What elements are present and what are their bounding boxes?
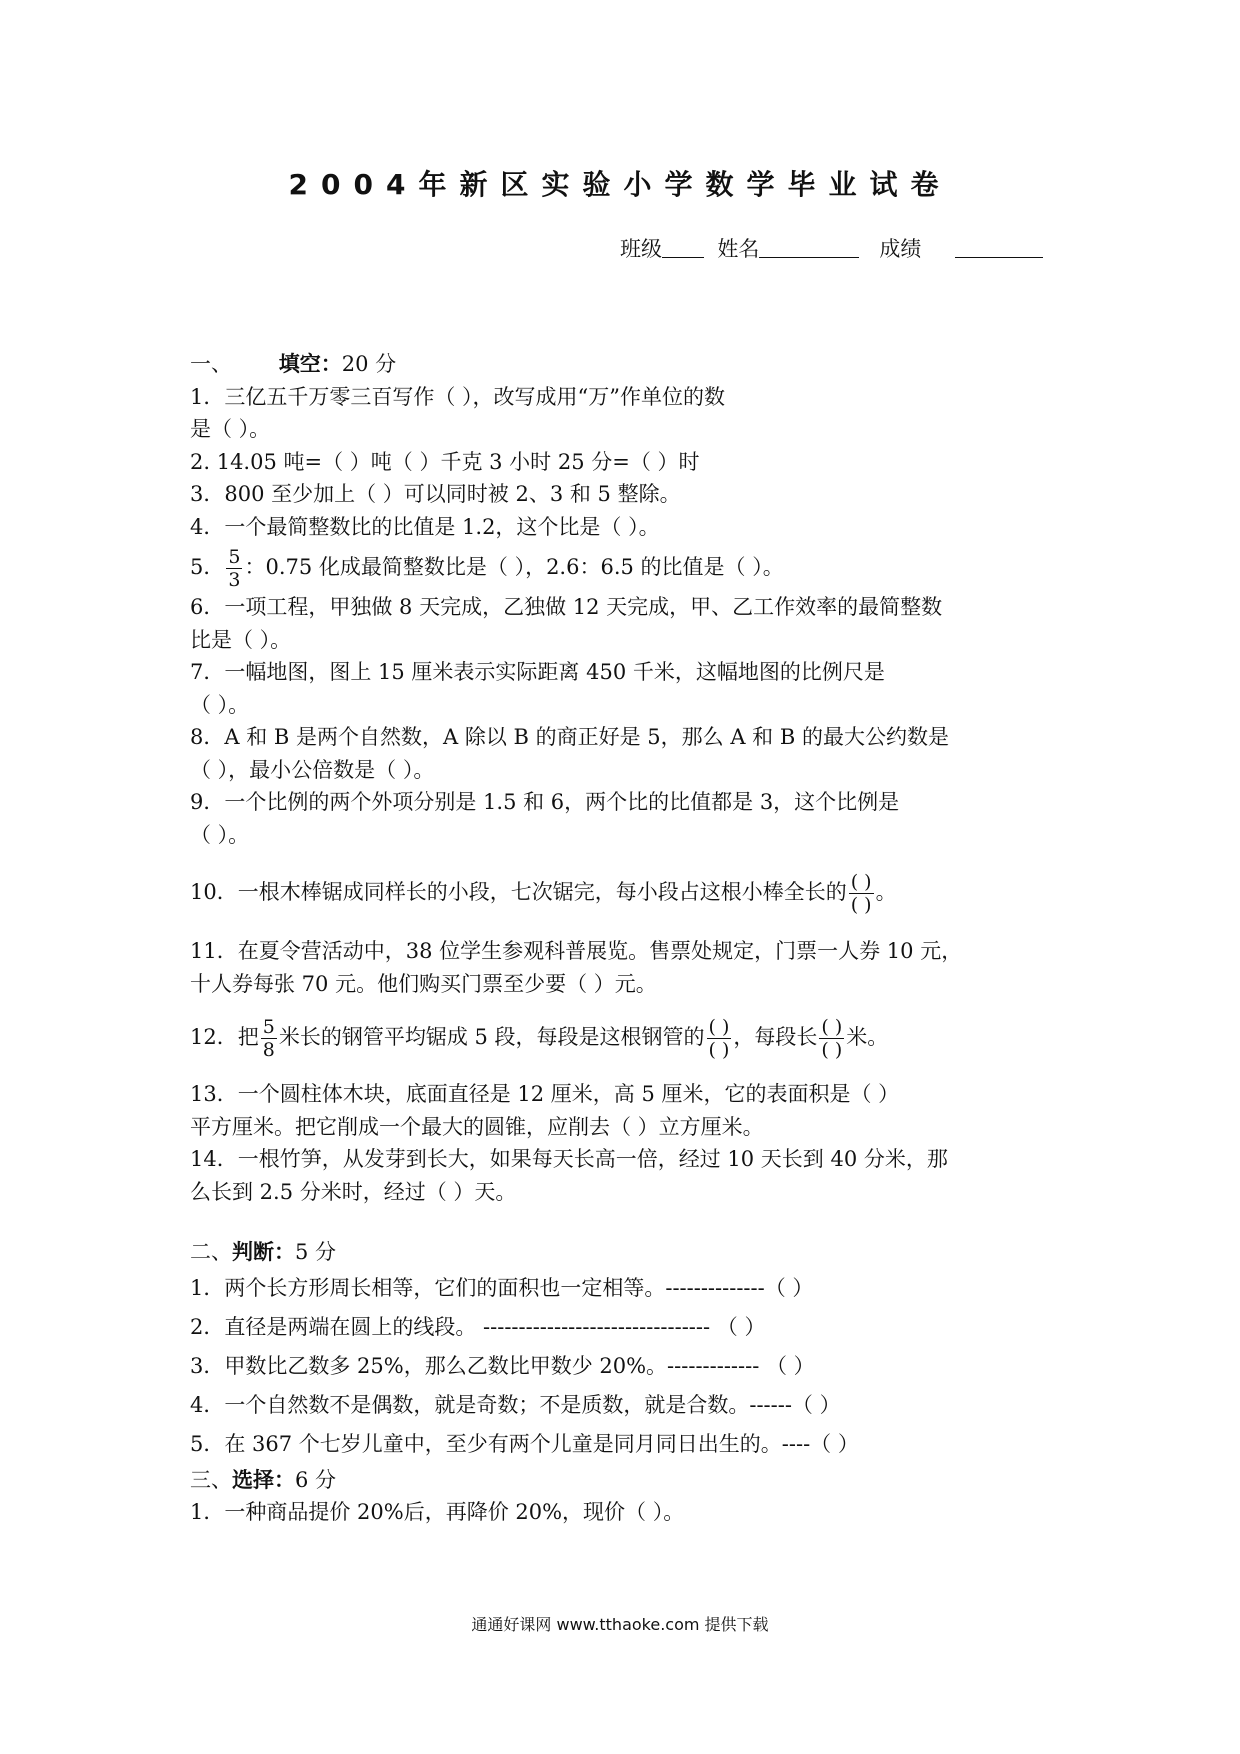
question-11-line-1: 11．在夏令营活动中，38 位学生参观科普展览。售票处规定，门票一人券 10 元， xyxy=(190,939,963,963)
question-5-text: ：0.75 化成最简整数比是（ ），2.6：6.5 的比值是（ ）。 xyxy=(244,555,784,579)
fraction-denominator: ( ) xyxy=(850,894,872,916)
question-10-text: 10．一根木棒锯成同样长的小段，七次锯完，每小段占这根小棒全长的 xyxy=(190,880,847,904)
section1-points: 20 分 xyxy=(341,352,397,376)
judgment-2: 2．直径是两端在圆上的线段。 -------------------------------- （ ） xyxy=(190,1314,766,1339)
fraction-numerator: ( ) xyxy=(850,871,872,893)
question-10-end: 。 xyxy=(875,880,897,904)
question-12 xyxy=(190,1004,1060,1070)
exam-title: 2004年新区实验小学数学毕业试卷 xyxy=(288,168,952,201)
class-label: 班级 xyxy=(620,237,662,261)
section3-label: 选择： xyxy=(232,1467,295,1492)
question-2: 2. 14.05 吨=（ ）吨（ ）千克 3 小时 25 分=（ ）时 xyxy=(190,449,700,474)
student-info-fields xyxy=(620,233,1060,263)
question-12-text-2: ，每段长 xyxy=(733,1025,818,1049)
fraction-numerator: 5 xyxy=(262,1016,275,1038)
question-8-line-2: （ ），最小公倍数是（ ）。 xyxy=(190,757,435,782)
question-6-line-1: 6．一项工程，甲独做 8 天完成，乙独做 12 天完成，甲、乙工作效率的最简整数 xyxy=(190,595,943,619)
question-14-line-1: 14．一根竹笋，从发芽到长大，如果每天长高一倍，经过 10 天长到 40 分米，那 xyxy=(190,1147,948,1171)
footer-credit: 通通好课网 www.tthaoke.com 提供下载 xyxy=(471,1615,769,1634)
section1-number: 一、 xyxy=(190,352,232,376)
question-11-line-2: 十人券每张 70 元。他们购买门票至少要（ ）元。 xyxy=(190,971,657,996)
question-7-line-1: 7．一幅地图，图上 15 厘米表示实际距离 450 千米，这幅地图的比例尺是 xyxy=(190,660,885,684)
question-1-line-2: 是（ ）。 xyxy=(190,417,271,441)
score-label: 成绩 xyxy=(879,237,922,261)
section3-number: 三、 xyxy=(190,1467,232,1492)
question-5-fraction xyxy=(226,546,242,591)
judgment-1: 1．两个长方形周长相等，它们的面积也一定相等。--------------（ ） xyxy=(190,1275,814,1300)
question-4: 4．一个最简整数比的比值是 1.2，这个比是（ ）。 xyxy=(190,514,660,539)
question-9-line-2: （ ）。 xyxy=(190,822,250,847)
judgment-4: 4．一个自然数不是偶数，就是奇数；不是质数，就是合数。------（ ） xyxy=(190,1392,841,1417)
fraction-denominator: 8 xyxy=(262,1039,275,1061)
question-8-line-1: 8．A 和 B 是两个自然数，A 除以 B 的商正好是 5，那么 A 和 B 的最大公约数是 xyxy=(190,725,949,749)
judgment-5: 5．在 367 个七岁儿童中，至少有两个儿童是同月同日出生的。----（ ） xyxy=(190,1431,859,1456)
question-12-fraction-a xyxy=(261,1016,277,1061)
section1-label: 填空： xyxy=(278,352,342,376)
question-5 xyxy=(190,543,1060,591)
question-12-text: 米长的钢管平均锯成 5 段，每段是这根钢管的 xyxy=(278,1025,705,1049)
question-13-line-2: 平方厘米。把它削成一个最大的圆锥，应削去（ ）立方厘米。 xyxy=(190,1114,764,1139)
fraction-numerator: ( ) xyxy=(821,1016,843,1038)
question-10-fraction xyxy=(849,871,874,916)
judgment-3: 3．甲数比乙数多 25%，那么乙数比甲数少 20%。------------- （ ） xyxy=(190,1353,815,1378)
question-14-line-2: 么长到 2.5 分米时，经过（ ）天。 xyxy=(190,1179,517,1204)
question-12-prefix: 12．把 xyxy=(190,1025,259,1049)
question-12-fraction-c xyxy=(819,1016,844,1061)
section3-points: 6 分 xyxy=(295,1467,337,1492)
question-12-end: 米。 xyxy=(846,1025,889,1049)
question-6-line-2: 比是（ ）。 xyxy=(190,627,292,652)
name-label: 姓名 xyxy=(717,237,760,261)
fraction-denominator: ( ) xyxy=(821,1039,843,1061)
exam-content xyxy=(190,348,1060,1529)
question-7-line-2: （ ）。 xyxy=(190,692,250,717)
fraction-denominator: ( ) xyxy=(708,1039,730,1061)
question-1-line-1: 1．三亿五千万零三百写作（ ），改写成用“万”作单位的数 xyxy=(190,384,726,409)
choice-1: 1．一种商品提价 20%后，再降价 20%，现价（ ）。 xyxy=(190,1500,685,1524)
question-9-line-1: 9．一个比例的两个外项分别是 1.5 和 6，两个比的比值都是 3，这个比例是 xyxy=(190,790,900,814)
question-10 xyxy=(190,859,1060,925)
question-12-fraction-b xyxy=(707,1016,732,1061)
section3-heading xyxy=(190,1464,1060,1497)
fraction-denominator: 3 xyxy=(228,569,241,591)
question-3: 3．800 至少加上（ ）可以同时被 2、3 和 5 整除。 xyxy=(190,482,681,506)
section2-heading xyxy=(190,1236,1060,1269)
score-blank[interactable] xyxy=(955,237,1043,258)
fraction-numerator: ( ) xyxy=(708,1016,730,1038)
section1-heading xyxy=(190,348,1060,381)
fraction-numerator: 5 xyxy=(228,546,241,568)
name-blank[interactable] xyxy=(759,237,859,258)
class-blank[interactable] xyxy=(662,237,704,258)
question-5-prefix: 5． xyxy=(190,555,225,579)
section2-number: 二、 xyxy=(190,1240,232,1264)
question-13-line-1: 13．一个圆柱体木块，底面直径是 12 厘米，高 5 厘米，它的表面积是（ ） xyxy=(190,1082,900,1106)
section2-points: 5 分 xyxy=(295,1240,337,1264)
section2-label: 判断： xyxy=(232,1240,295,1264)
